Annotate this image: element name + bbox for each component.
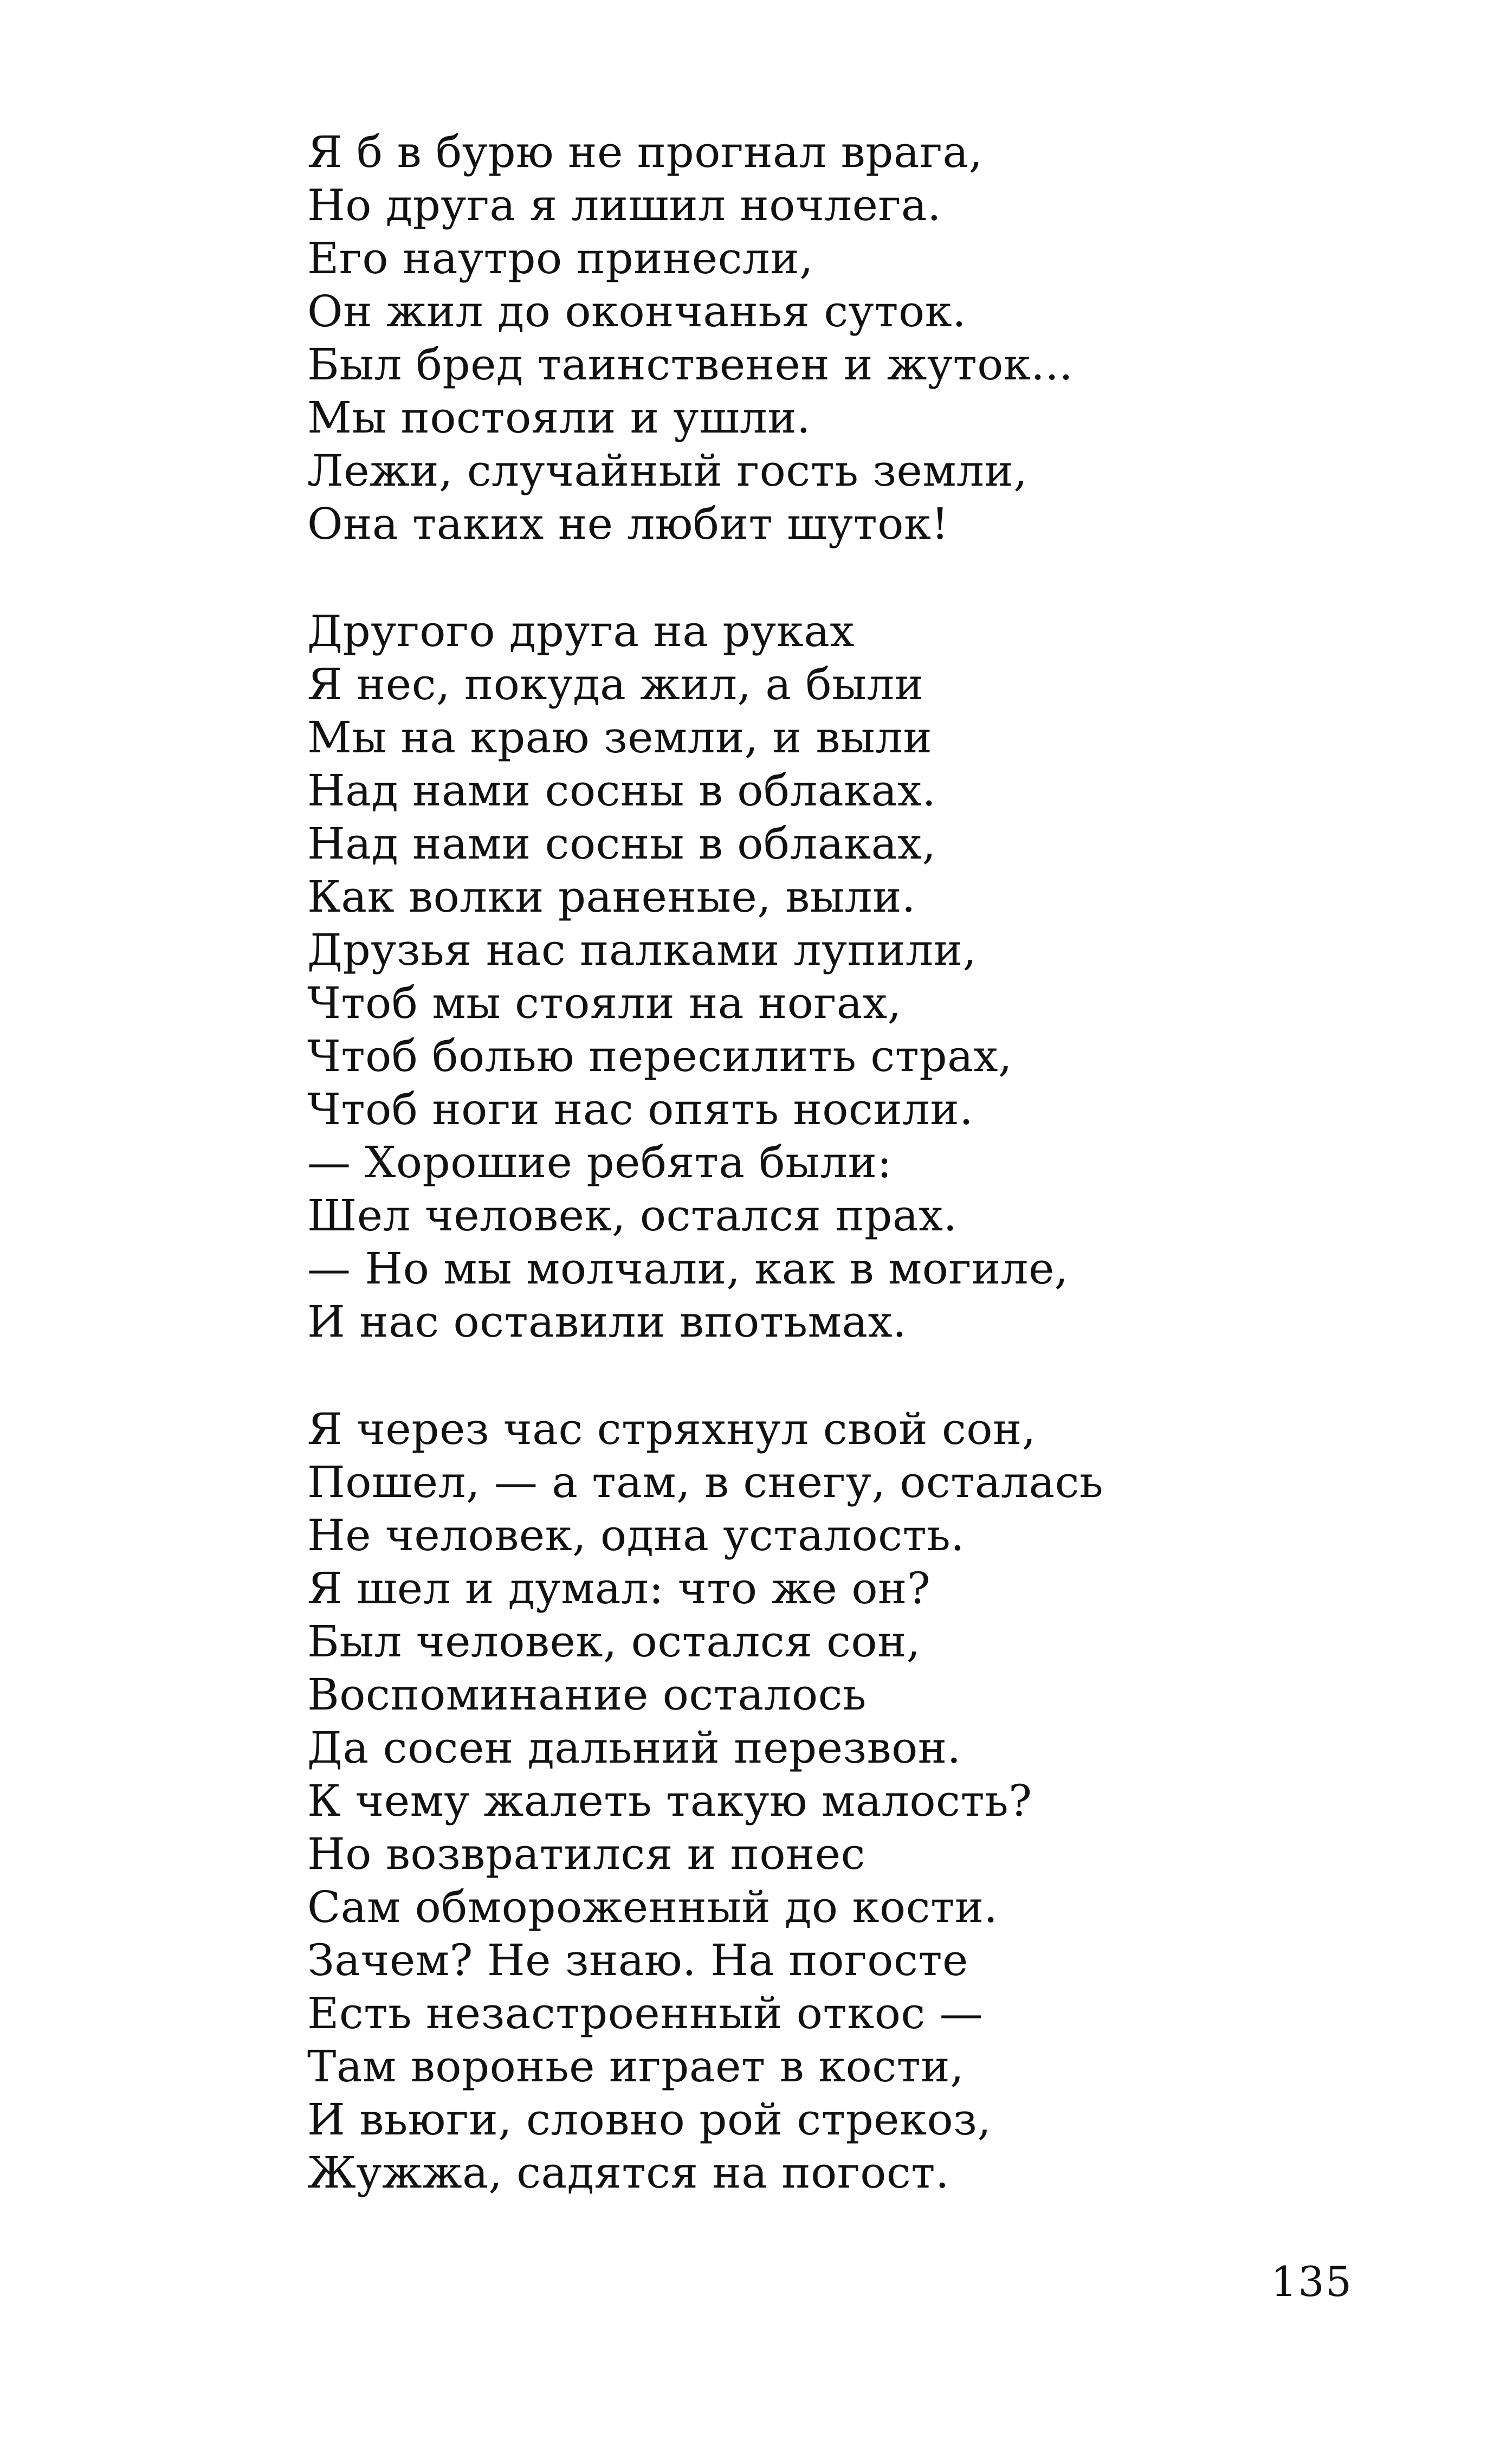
poem-line: Был человек, остался сон, [307, 1616, 921, 1667]
stanza [307, 605, 1391, 1349]
poem-line: Над нами сосны в облаках. [307, 765, 936, 816]
poem-line: Мы на краю земли, и выли [307, 712, 933, 763]
page-number: 135 [1271, 2257, 1353, 2306]
poem-line: Да сосен дальний перезвон. [307, 1723, 961, 1773]
poem-line: Был бред таинственен и жуток... [307, 339, 1074, 390]
poem-line: Пошел, — а там, в снегу, осталась [307, 1457, 1103, 1507]
poem-line: Друзья нас палками лупили, [307, 925, 977, 975]
poem-line: Над нами сосны в облаках, [307, 818, 936, 869]
poem-line: Но возвратился и понес [307, 1829, 865, 1879]
poem-line: И вьюги, словно рой стрекоз, [307, 2094, 992, 2145]
poem-line: Сам обмороженный до кости. [307, 1882, 998, 1932]
poem-line: Не человек, одна усталость. [307, 1510, 965, 1560]
poem-line: Чтоб мы стояли на ногах, [307, 978, 902, 1028]
poem-line: Шел человек, остался прах. [307, 1190, 958, 1241]
poem-line: Я шел и думал: что же он? [307, 1563, 931, 1614]
poem-line: Воспоминание осталось [307, 1669, 867, 1720]
stanza [307, 126, 1391, 551]
poem-line: Я нес, покуда жил, а были [307, 659, 924, 709]
poem-line: Чтоб болью пересилить страх, [307, 1031, 1012, 1081]
poem-line: Лежи, случайный гость земли, [307, 446, 1028, 496]
poem-line: Там воронье играет в кости, [307, 2041, 965, 2092]
poem-line: Как волки раненые, выли. [307, 872, 916, 922]
poem-line: Зачем? Не знаю. На погосте [307, 1935, 968, 1985]
stanza [307, 1403, 1391, 2199]
poem-line: Другого друга на руках [307, 606, 855, 656]
poem-line: Есть незастроенный откос — [307, 1988, 984, 2039]
poem-line: Она таких не любит шуток! [307, 499, 949, 549]
poem-line: Он жил до окончанья суток. [307, 286, 967, 337]
poem-line: Чтоб ноги нас опять носили. [307, 1084, 974, 1134]
poem-line: Я б в бурю не прогнал врага, [307, 127, 983, 177]
poem-line: — Но мы молчали, как в могиле, [307, 1243, 1069, 1294]
poem-line: Я через час стряхнул свой сон, [307, 1404, 1036, 1454]
poem-line: Мы постояли и ушли. [307, 392, 811, 443]
poem-line: Жужжа, садятся на погост. [307, 2147, 949, 2198]
poem-line: Его наутро принесли, [307, 233, 813, 283]
poem-line: К чему жалеть такую малость? [307, 1776, 1032, 1826]
poem-line: Но друга я лишил ночлега. [307, 180, 941, 230]
poem-line: — Хорошие ребята были: [307, 1137, 892, 1188]
poem-text [307, 126, 1391, 2199]
poem-line: И нас оставили впотьмах. [307, 1296, 907, 1347]
